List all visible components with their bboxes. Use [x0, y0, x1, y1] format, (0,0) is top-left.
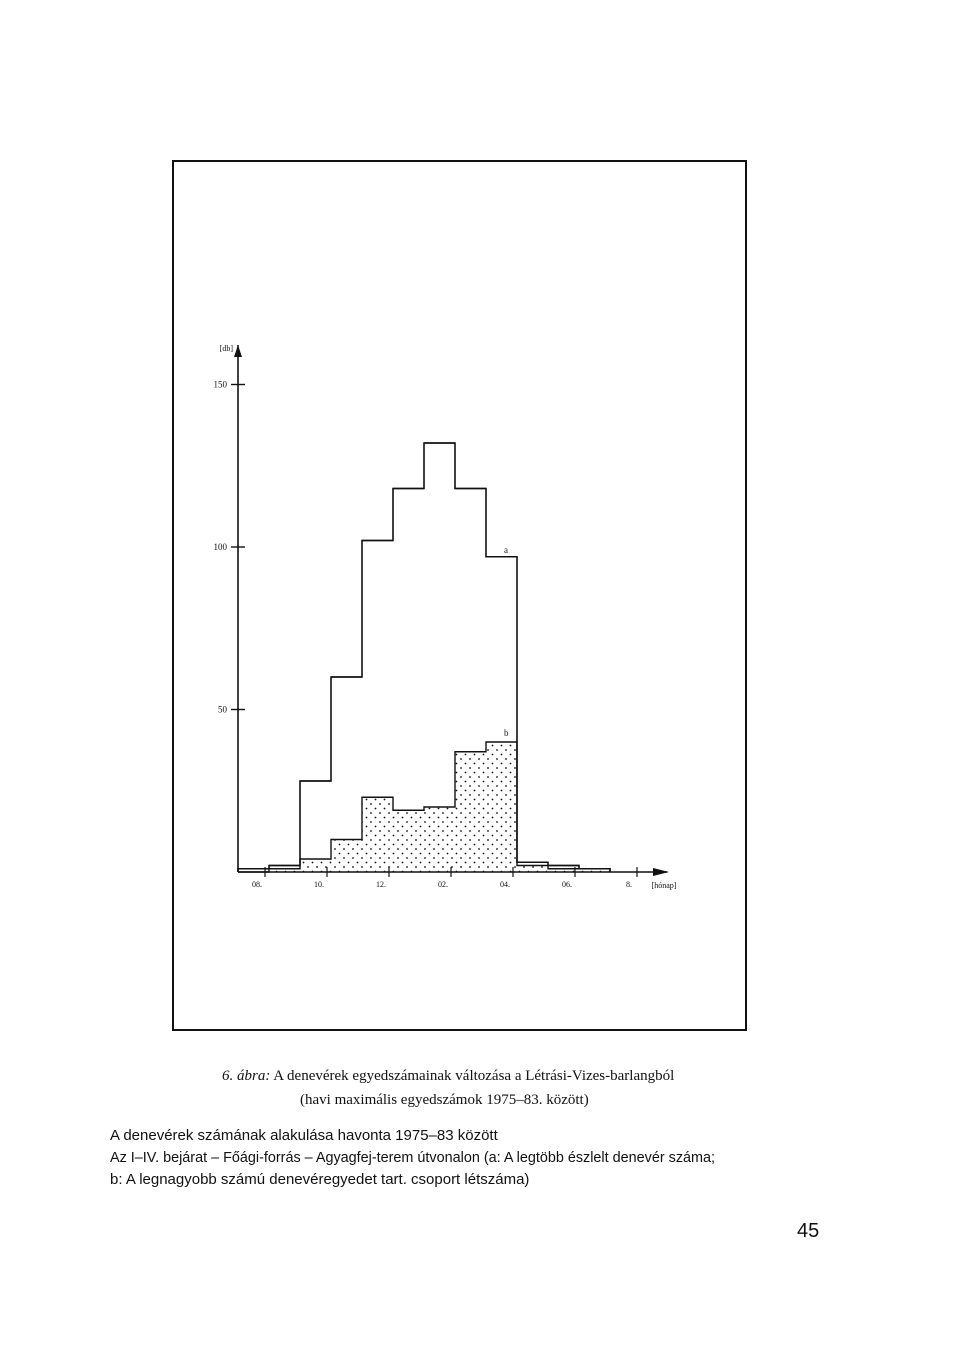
x-tick-label: 08. [252, 880, 262, 889]
series-b-bar [486, 742, 517, 872]
series-b-bar [362, 797, 393, 872]
caption-description-line1: A denevérek számának alakulása havonta 1975–83 között [110, 1127, 498, 1144]
series-b-bar [424, 807, 455, 872]
series-b-bar [455, 752, 486, 872]
y-tick-label: 100 [213, 542, 227, 552]
page-number: 45 [797, 1220, 820, 1242]
caption-description-line3: b: A legnagyobb számú denevéregyedet tart. csoport létszáma) [110, 1171, 530, 1188]
caption-description-line2: Az I–IV. bejárat – Főági-forrás – Agyagfej-terem útvonalon (a: A legtöbb észlelt denevér száma; [110, 1150, 716, 1166]
y-tick-label: 50 [218, 704, 227, 715]
x-tick-label: 12. [376, 880, 386, 889]
series-b-bar [517, 866, 548, 873]
series-b-label: b [504, 728, 509, 738]
series-b-layer [238, 742, 610, 872]
caption-title-line1 [222, 1068, 674, 1085]
x-tick-label: 04. [500, 880, 510, 889]
series-b-bar [300, 859, 331, 872]
x-unit-label: [hónap] [651, 881, 677, 890]
y-axis-arrow [234, 345, 242, 357]
x-axis-arrow [653, 868, 669, 876]
figure-title: A denevérek egyedszámainak változása a Létrási-Vizes-barlangból [273, 1068, 675, 1084]
x-tick-label: 06. [562, 880, 572, 889]
y-unit-label: [db] [219, 344, 233, 353]
figure-number: 6. ábra: [222, 1068, 271, 1084]
y-tick-label: 150 [213, 379, 227, 390]
caption-title-line2: (havi maximális egyedszámok 1975–83. között) [300, 1092, 589, 1108]
series-b-bar [331, 840, 362, 873]
series-b-bar [393, 810, 424, 872]
x-tick-label: 10. [314, 880, 324, 889]
axes-layer [231, 345, 669, 877]
x-tick-label: 02. [438, 880, 448, 889]
series-a-label: a [504, 544, 508, 555]
x-tick-label: 8. [626, 880, 632, 889]
